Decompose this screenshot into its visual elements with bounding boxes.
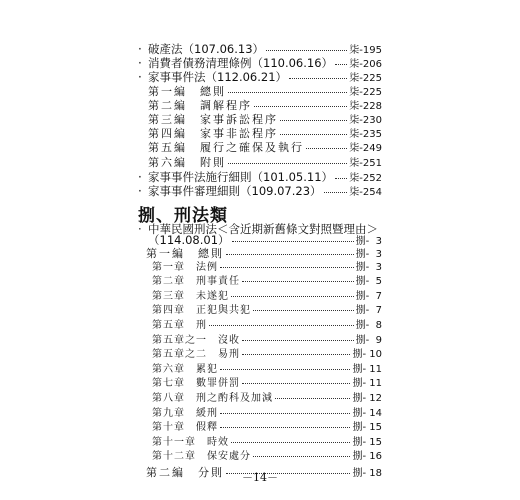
entry-title: 家事事件審理細則（109.07.23） [148,184,322,198]
toc-entry[interactable] [148,157,382,169]
toc-entry[interactable] [148,100,382,112]
entry-title: 第二編 分則 [146,466,224,479]
toc-entry[interactable] [152,365,382,375]
entry-title: 第五編 履行之確保及執行 [148,141,304,155]
entry-page: 柒-254 [349,187,382,198]
entry-title: 家事事件法施行細則（101.05.11） [148,169,334,184]
toc-entry[interactable] [152,394,382,404]
toc-entry-criminal-code-date[interactable] [148,235,382,247]
bullet-icon: · [138,222,142,236]
dot-leader [228,92,347,93]
entry-page: 捌- 18 [352,468,382,479]
toc-entry[interactable] [146,248,382,260]
dot-leader [220,427,350,428]
entry-page: 柒-249 [349,143,382,155]
entry-page: 柒-228 [349,100,382,112]
entry-title: 第三章 未遂犯 [152,290,229,302]
entry-title: 第一編 總則 [148,84,226,98]
entry-title: 第三編 家事訴訟程序 [148,113,278,126]
entry-page: 捌- 15 [352,436,382,448]
bullet-icon: · [138,184,142,198]
toc-entry[interactable] [152,292,382,302]
dot-leader [242,383,350,384]
toc-entry[interactable] [138,71,382,84]
entry-page: 柒-195 [349,45,382,56]
dot-leader [306,148,347,149]
toc-entry[interactable] [138,57,382,70]
dot-leader [231,296,354,297]
entry-title: 第五章之一 沒收 [152,334,240,346]
toc-entry[interactable] [152,306,382,316]
dot-leader [324,192,348,193]
entry-title: 第一編 總則 [146,247,224,260]
dot-leader [280,120,347,121]
entry-page: 柒-225 [349,73,382,85]
entry-page: 捌- 8 [355,320,382,331]
entry-title: 第二章 刑事責任 [152,276,240,288]
entry-page: 捌- 3 [355,261,382,273]
dot-leader [242,340,354,341]
bullet-icon: · [138,56,142,71]
entry-title: 第五章之二 易刑 [152,349,240,361]
toc-entry[interactable] [152,263,382,273]
dot-leader [335,178,347,179]
dot-leader [209,325,354,326]
entry-title: 第九章 緩刑 [152,407,218,419]
entry-page: 柒-252 [349,172,382,184]
dot-leader [220,267,354,268]
entry-title: 家事事件法（112.06.21） [148,70,288,85]
entry-title: 第十二章 保安處分 [152,451,251,463]
toc-entry[interactable] [148,142,382,154]
dot-leader [226,254,354,255]
entry-title: 第十一章 時效 [152,436,229,448]
bullet-icon: · [138,70,142,85]
entry-page: 捌- 15 [352,422,382,434]
bullet-icon: · [138,42,142,56]
toc-entry[interactable] [152,409,382,419]
entry-page: 柒-235 [349,129,382,141]
entry-page: 捌- 12 [352,393,382,404]
entry-title: 消費者債務清理條例（110.06.16） [148,56,334,71]
toc-entry[interactable] [148,114,382,126]
entry-page: 柒-230 [349,115,382,126]
entry-title: 第二編 調解程序 [148,98,252,112]
toc-entry[interactable] [138,43,382,56]
entry-title: 破產法（107.06.13） [148,42,265,56]
toc-entry[interactable] [148,128,382,140]
entry-title: 第一章 法例 [152,261,218,273]
dot-leader [242,281,354,282]
dot-leader [220,413,350,414]
entry-title: 中華民國刑法＜含近期新舊條文對照暨理由＞ [148,222,378,236]
entry-page: 捌- 7 [355,290,382,302]
entry-page: 捌- 11 [352,378,382,390]
entry-title: 第十章 假釋 [152,422,218,434]
entry-page: 柒-225 [349,86,382,98]
dot-leader [280,134,347,135]
bullet-icon: · [138,169,142,184]
dot-leader [289,78,347,79]
dot-leader [232,241,354,242]
entry-page: 捌- 10 [352,349,382,361]
dot-leader [275,398,350,399]
dot-leader [220,369,350,370]
toc-entry[interactable] [152,277,382,287]
entry-title: 第六編 附則 [148,155,226,169]
entry-page: 捌- 3 [355,236,382,247]
toc-entry[interactable] [152,438,382,448]
toc-entry[interactable] [152,452,382,462]
toc-entry[interactable] [152,336,382,346]
entry-title: 第八章 刑之酌科及加減 [152,393,273,404]
entry-title-date: （114.08.01） [148,233,230,247]
entry-page: 捌- 11 [352,363,382,375]
toc-entry[interactable] [152,321,382,331]
entry-title: 第七章 數罪併罰 [152,378,240,390]
entry-title: 第四編 家事非訟程序 [148,127,278,141]
entry-page: 捌- 5 [355,276,382,288]
toc-entry[interactable] [138,185,382,198]
page-number: －14－ [242,471,278,484]
entry-page: 柒-251 [349,157,382,169]
toc-entry[interactable] [152,423,382,433]
dot-leader [231,442,350,443]
dot-leader [242,354,350,355]
entry-page: 捌- 14 [352,407,382,419]
toc-entry[interactable] [152,350,382,360]
entry-title: 第六章 累犯 [152,363,218,375]
dot-leader [228,163,347,164]
dot-leader [253,310,354,311]
dot-leader [254,106,347,107]
entry-title: 第四章 正犯與共犯 [152,305,251,317]
section-heading: 捌、刑法類 [138,206,228,226]
entry-page: 捌- 3 [355,249,382,260]
dot-leader [335,64,347,65]
entry-page: 捌- 16 [352,451,382,463]
toc-entry[interactable] [148,86,382,98]
entry-page: 捌- 7 [355,305,382,317]
toc-entry[interactable] [152,379,382,389]
toc-entry[interactable] [138,171,382,184]
dot-leader [253,456,350,457]
entry-page: 柒-206 [349,59,382,71]
dot-leader [266,50,347,51]
entry-title: 第五章 刑 [152,320,207,331]
entry-page: 捌- 9 [355,334,382,346]
